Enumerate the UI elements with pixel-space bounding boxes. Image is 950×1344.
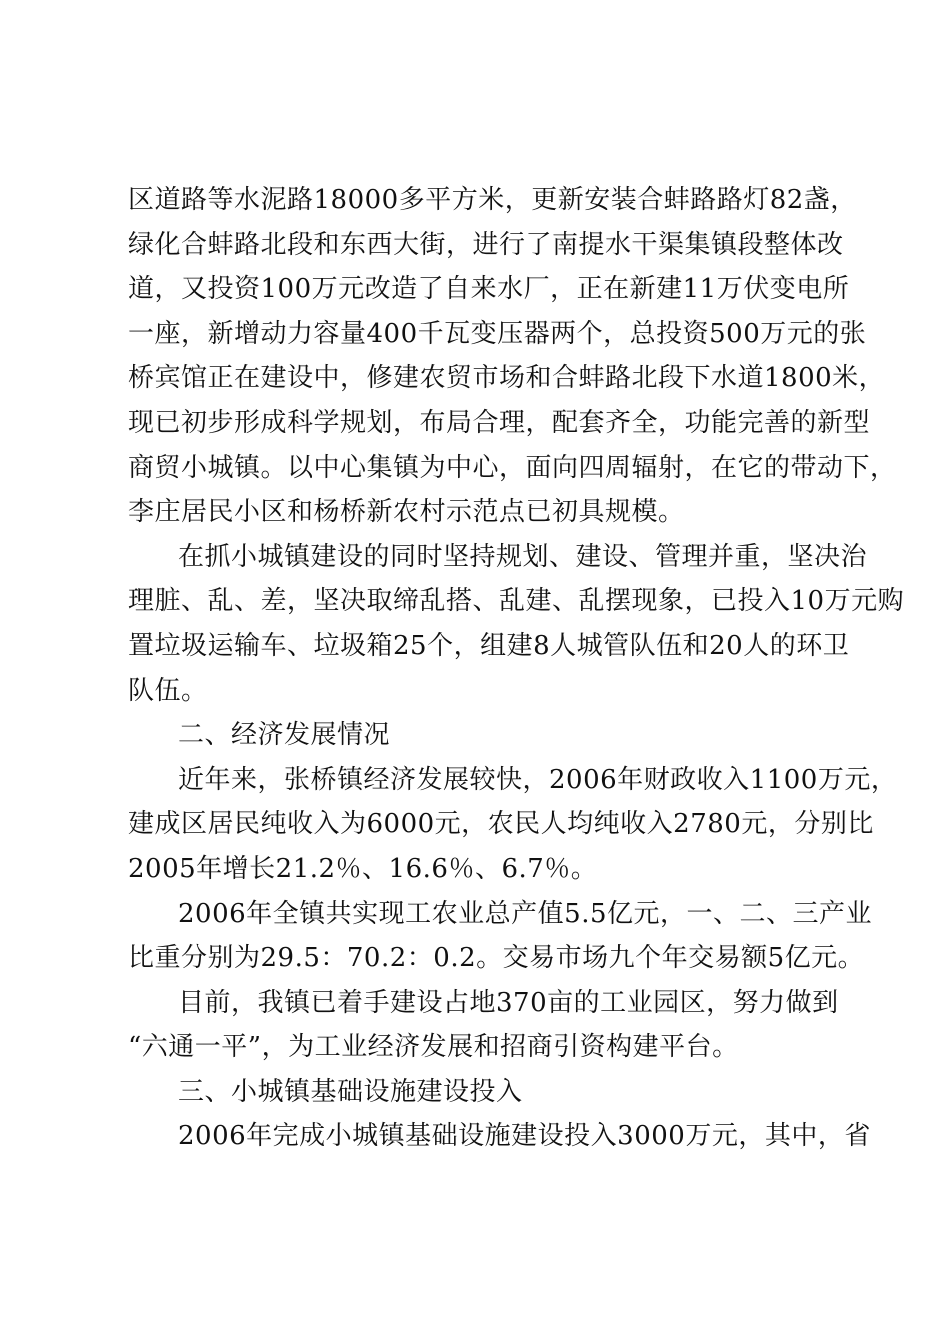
text-line: 理脏、乱、差，坚决取缔乱搭、乱建、乱摆现象，已投入10万元购 xyxy=(128,586,905,617)
text-line: 目前，我镇已着手建设占地370亩的工业园区，努力做到 xyxy=(178,987,839,1018)
section-heading: 二、经济发展情况 xyxy=(178,720,391,751)
text-line: 在抓小城镇建设的同时坚持规划、建设、管理并重，坚决治 xyxy=(178,541,868,572)
text-line: 区道路等水泥路18000多平方米，更新安装合蚌路路灯82盏， xyxy=(128,185,857,215)
text-line: 2005年增长21.2％、16.6％、6.7％。 xyxy=(128,853,598,884)
text-line: 建成区居民纯收入为6000元，农民人均纯收入2780元，分别比 xyxy=(128,809,874,840)
text-line: 2006年完成小城镇基础设施建设投入3000万元，其中，省 xyxy=(178,1121,871,1152)
text-line: 比重分别为29.5：70.2：0.2。交易市场九个年交易额5亿元。 xyxy=(128,943,865,974)
text-line: 现已初步形成科学规划，布局合理，配套齐全，功能完善的新型 xyxy=(128,407,871,438)
text-line: 李庄居民小区和杨桥新农村示范点已初具规模。 xyxy=(128,497,685,528)
text-line: 队伍。 xyxy=(128,675,208,706)
text-line: 绿化合蚌路北段和东西大街，进行了南提水干渠集镇段整体改 xyxy=(128,229,844,260)
text-line: 一座，新增动力容量400千瓦变压器两个，总投资500万元的张 xyxy=(128,318,867,349)
text-line: 近年来，张桥镇经济发展较快，2006年财政收入1100万元， xyxy=(178,764,898,795)
document-body xyxy=(128,178,905,1159)
text-line: “六通一平”，为工业经济发展和招商引资构建平台。 xyxy=(128,1032,739,1063)
text-line: 置垃圾运输车、垃圾箱25个，组建8人城管队伍和20人的环卫 xyxy=(128,630,850,661)
text-line: 商贸小城镇。以中心集镇为中心，面向四周辐射，在它的带动下， xyxy=(128,452,897,483)
section-heading: 三、小城镇基础设施建设投入 xyxy=(178,1076,523,1107)
text-line: 桥宾馆正在建设中，修建农贸市场和合蚌路北段下水道1800米， xyxy=(128,363,886,394)
text-line: 道，又投资100万元改造了自来水厂，正在新建11万伏变电所 xyxy=(128,274,850,305)
text-line: 2006年全镇共实现工农业总产值5.5亿元，一、二、三产业 xyxy=(178,898,873,929)
